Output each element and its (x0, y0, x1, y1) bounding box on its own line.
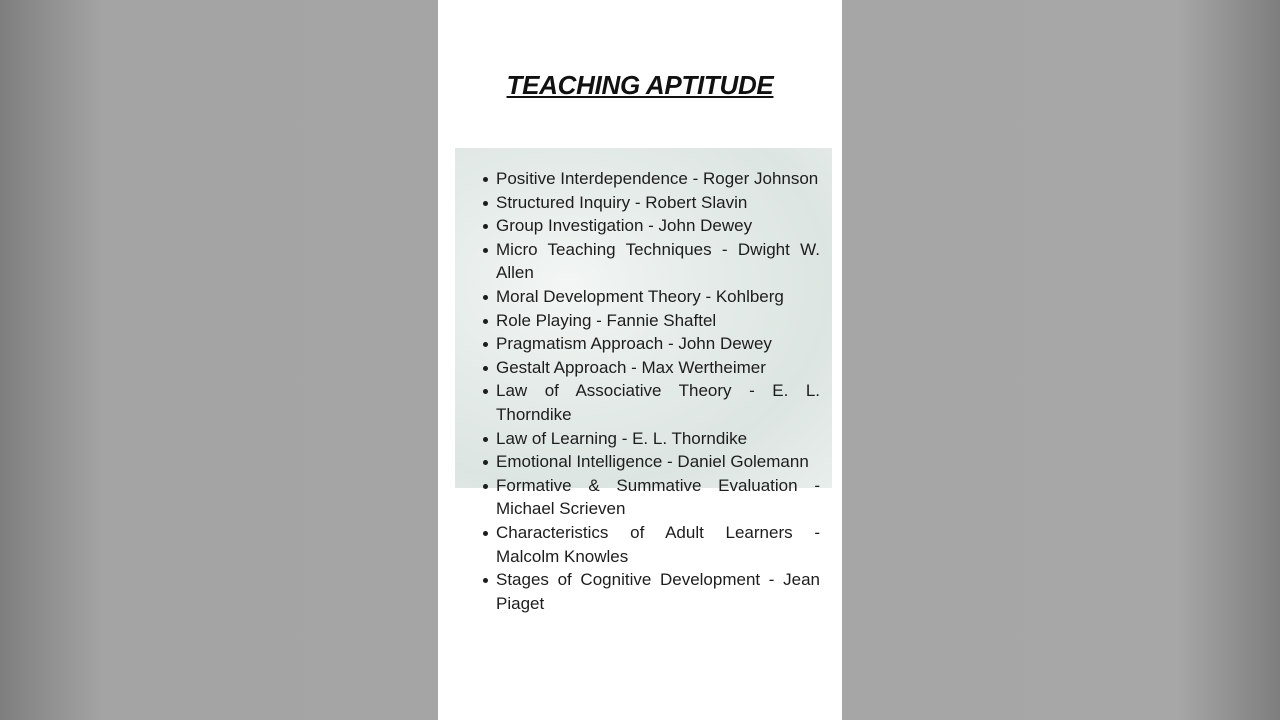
list-item: Law of Associative Theory - E. L. Thorndike (496, 379, 820, 426)
list-item: Characteristics of Adult Learners - Malcolm Knowles (496, 521, 820, 568)
document-page (438, 0, 842, 720)
list-item: Gestalt Approach - Max Wertheimer (496, 356, 820, 380)
list-item: Formative & Summative Evaluation - Michael Scrieven (496, 474, 820, 521)
list-item: Stages of Cognitive Development - Jean Piaget (496, 568, 820, 615)
list-item: Moral Development Theory - Kohlberg (496, 285, 820, 309)
list-item: Structured Inquiry - Robert Slavin (496, 191, 820, 215)
list-item: Positive Interdependence - Roger Johnson (496, 167, 820, 191)
page-title: TEACHING APTITUDE (506, 70, 774, 100)
list-item: Micro Teaching Techniques - Dwight W. Allen (496, 238, 820, 285)
list-item: Group Investigation - John Dewey (496, 214, 820, 238)
list-item: Role Playing - Fannie Shaftel (496, 309, 820, 333)
topic-list (496, 167, 820, 615)
list-item: Pragmatism Approach - John Dewey (496, 332, 820, 356)
list-item: Emotional Intelligence - Daniel Golemann (496, 450, 820, 474)
list-item: Law of Learning - E. L. Thorndike (496, 427, 820, 451)
